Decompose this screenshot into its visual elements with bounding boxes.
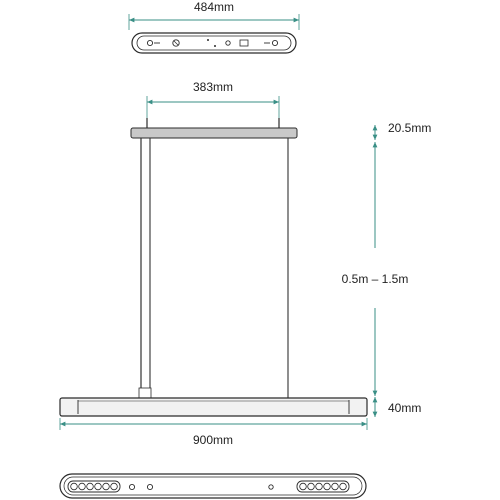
light-bar-bottom-outline — [60, 474, 366, 498]
canopy-top-view — [132, 33, 296, 53]
canopy-side-view — [131, 118, 297, 138]
light-bar-side-view — [60, 398, 367, 416]
dimension-label-drop-range: 0.5m – 1.5m — [341, 272, 409, 286]
vertical-dimensions — [342, 121, 432, 417]
dimension-label-top-width: 484mm — [193, 0, 235, 14]
top-dimension-484 — [129, 0, 299, 30]
light-bar-bottom-view — [60, 474, 366, 498]
center-dot — [214, 45, 216, 47]
dimension-label-bar-height: 40mm — [388, 401, 422, 415]
bar-length-dimension-900 — [60, 418, 367, 447]
cable-gripper — [139, 388, 151, 398]
dimension-label-mount-spacing: 383mm — [192, 80, 234, 94]
canopy-plate-side — [131, 128, 297, 138]
dimension-label-canopy-height: 20.5mm — [388, 121, 432, 135]
center-dot — [207, 39, 209, 41]
suspension — [139, 138, 288, 398]
dimension-label-bar-length: 900mm — [192, 433, 234, 447]
mount-spacing-dimension-383 — [147, 80, 279, 126]
